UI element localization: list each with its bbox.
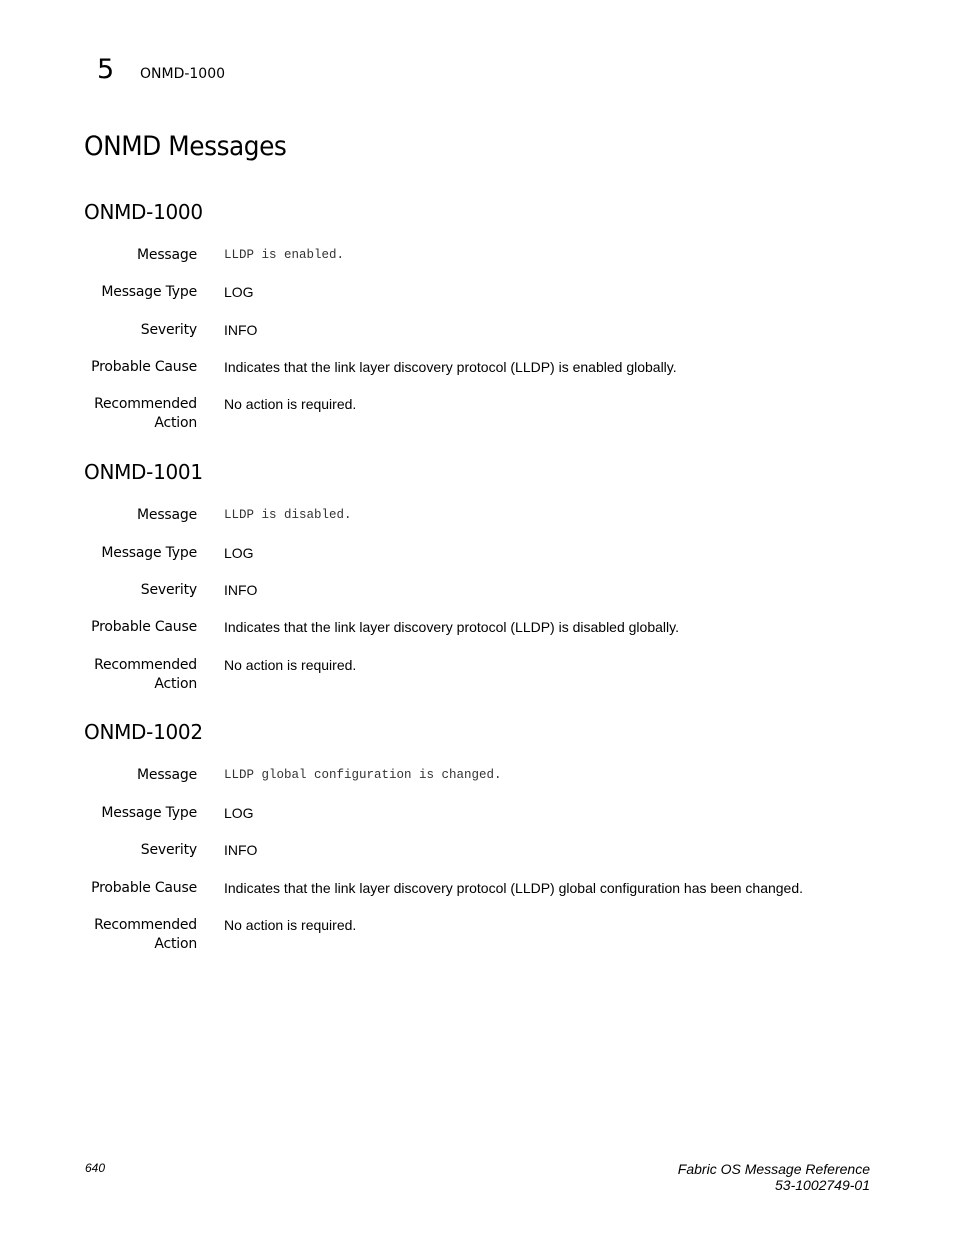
recommended-action-label-line1: Recommended: [94, 396, 197, 412]
footer-doc-info: [678, 1161, 870, 1193]
severity-label: Severity: [140, 322, 197, 338]
message-label: Message: [137, 507, 197, 523]
message-type-label: Message Type: [101, 545, 197, 561]
chapter-number: 5: [97, 54, 115, 85]
recommended-action-label-line2: Action: [154, 415, 197, 431]
section-title: ONMD-1001: [84, 460, 203, 484]
severity-value: INFO: [224, 842, 258, 858]
message-type-value: LOG: [224, 284, 254, 300]
recommended-action-value: No action is required.: [224, 657, 357, 673]
severity-value: INFO: [224, 322, 258, 338]
message-text: LLDP global configuration is changed.: [224, 768, 502, 782]
section-title: ONMD-1002: [84, 720, 203, 744]
running-title: ONMD-1000: [140, 66, 226, 82]
severity-value: INFO: [224, 582, 258, 598]
recommended-action-label-line1: Recommended: [94, 657, 197, 673]
probable-cause-value: Indicates that the link layer discovery protocol (LLDP) is disabled globally.: [224, 619, 679, 635]
probable-cause-label: Probable Cause: [91, 619, 197, 635]
recommended-action-value: No action is required.: [224, 917, 357, 933]
probable-cause-value: Indicates that the link layer discovery protocol (LLDP) global configuration has been changed.: [224, 880, 804, 896]
message-label: Message: [137, 767, 197, 783]
page-title: ONMD Messages: [84, 131, 287, 162]
probable-cause-label: Probable Cause: [91, 359, 197, 375]
probable-cause-label: Probable Cause: [91, 880, 197, 896]
running-head: [97, 55, 225, 85]
section-title: ONMD-1000: [84, 200, 203, 224]
recommended-action-value: No action is required.: [224, 396, 357, 412]
recommended-action-label: [67, 656, 197, 694]
recommended-action-label-line1: Recommended: [94, 917, 197, 933]
message-text: LLDP is enabled.: [224, 248, 345, 262]
message-type-label: Message Type: [101, 284, 197, 300]
footer-doc-number: 53-1002749-01: [775, 1177, 870, 1193]
recommended-action-label: [67, 395, 197, 433]
severity-label: Severity: [140, 582, 197, 598]
message-type-label: Message Type: [101, 805, 197, 821]
recommended-action-label-line2: Action: [154, 676, 197, 692]
probable-cause-value: Indicates that the link layer discovery protocol (LLDP) is enabled globally.: [224, 359, 677, 375]
recommended-action-label-line2: Action: [154, 936, 197, 952]
message-type-value: LOG: [224, 545, 254, 561]
page-number: 640: [85, 1161, 106, 1175]
footer-doc-title: Fabric OS Message Reference: [677, 1161, 870, 1177]
message-label: Message: [137, 247, 197, 263]
recommended-action-label: [67, 916, 197, 954]
message-type-value: LOG: [224, 805, 254, 821]
severity-label: Severity: [140, 842, 197, 858]
message-text: LLDP is disabled.: [224, 508, 352, 522]
